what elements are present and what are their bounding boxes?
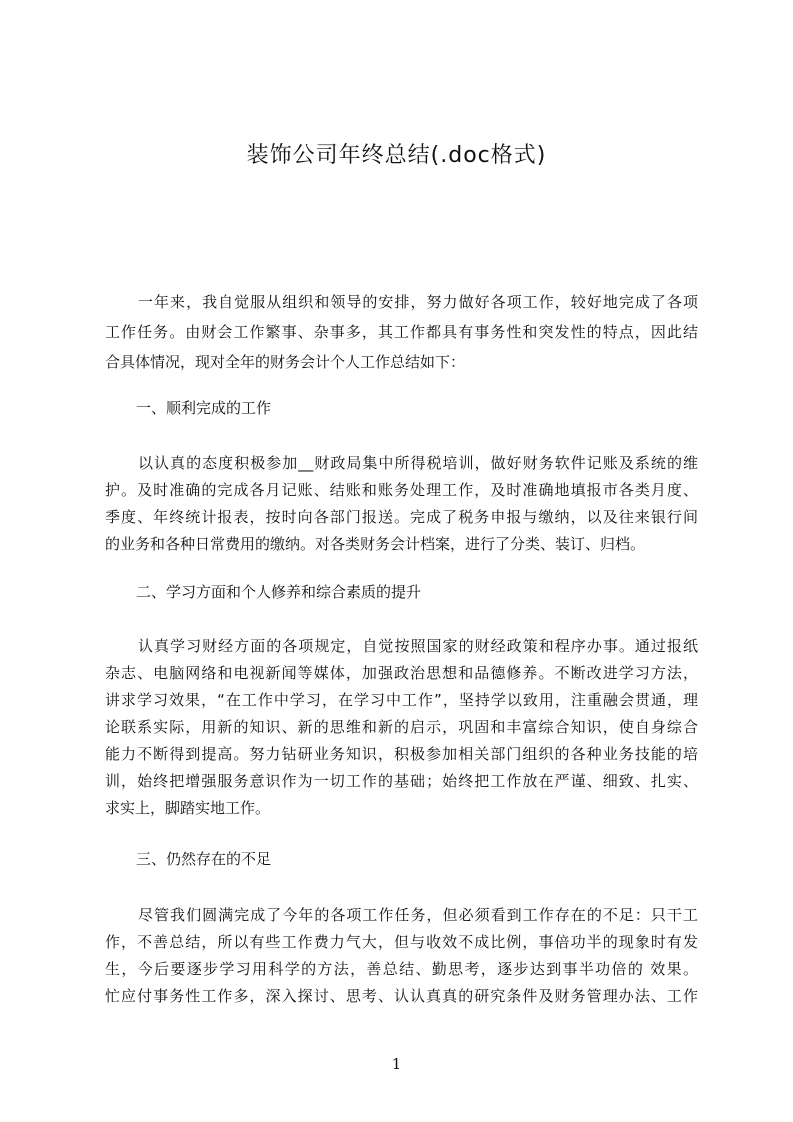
section3-line: 作，不善总结，所以有些工作费力气大，但与收效不成比例，事倍功半的现象时有发 <box>105 933 698 951</box>
section2-line: 杂志、电脑网络和电视新闻等媒体，加强政治思想和品德修养。不断改进学习方法， <box>105 664 698 682</box>
section2-line: 认真学习财经方面的各项规定，自觉按照国家的财经政策和程序办事。通过报纸 <box>138 637 698 655</box>
section3-line: 尽管我们圆满完成了今年的各项工作任务，但必须看到工作存在的不足：只干工 <box>138 906 698 924</box>
section2-line: 论联系实际，用新的知识、新的思维和新的启示，巩固和丰富综合知识，使自身综合 <box>105 718 698 736</box>
section1-line: 的业务和各种日常费用的缴纳。对各类财务会计档案，进行了分类、装订、归档。 <box>105 535 646 553</box>
section1-line: 以认真的态度积极参加__财政局集中所得税培训，做好财务软件记账及系统的维 <box>138 454 698 472</box>
page-number: 1 <box>391 1055 402 1073</box>
section1-line: 护。及时准确的完成各月记账、结账和账务处理工作，及时准确地填报市各类月度、 <box>105 481 698 499</box>
section-heading-3: 三、仍然存在的不足 <box>136 850 272 868</box>
section2-line: 求实上，脚踏实地工作。 <box>105 799 271 817</box>
section3-line: 生，今后要逐步学习用科学的方法，善总结、勤思考，逐步达到事半功倍的 效果。 <box>105 960 698 978</box>
section2-line: 讲求学习效果，“在工作中学习，在学习中工作”，坚持学以致用，注重融会贯通，理 <box>105 691 698 709</box>
section-heading-2: 二、学习方面和个人修养和综合素质的提升 <box>136 583 422 601</box>
page-title: 装饰公司年终总结(.doc格式) <box>246 143 547 168</box>
intro-line: 工作任务。由财会工作繁事、杂事多，其工作都具有事务性和突发性的特点，因此结 <box>105 323 698 341</box>
section2-line: 能力不断得到提高。努力钻研业务知识，积极参加相关部门组织的各种业务技能的培 <box>105 745 698 763</box>
intro-line: 一年来，我自觉服从组织和领导的安排，努力做好各项工作，较好地完成了各项 <box>138 293 698 311</box>
section3-line: 忙应付事务性工作多，深入探讨、思考、认认真真的研究条件及财务管理办法、工作 <box>105 987 698 1005</box>
section-heading-1: 一、顺利完成的工作 <box>136 399 272 417</box>
section1-line: 季度、年终统计报表，按时向各部门报送。完成了税务申报与缴纳，以及往来银行间 <box>105 508 698 526</box>
intro-line: 合具体情况，现对全年的财务会计个人工作总结如下： <box>105 353 466 371</box>
section2-line: 训，始终把增强服务意识作为一切工作的基础；始终把工作放在严谨、细致、扎实、 <box>105 772 698 790</box>
